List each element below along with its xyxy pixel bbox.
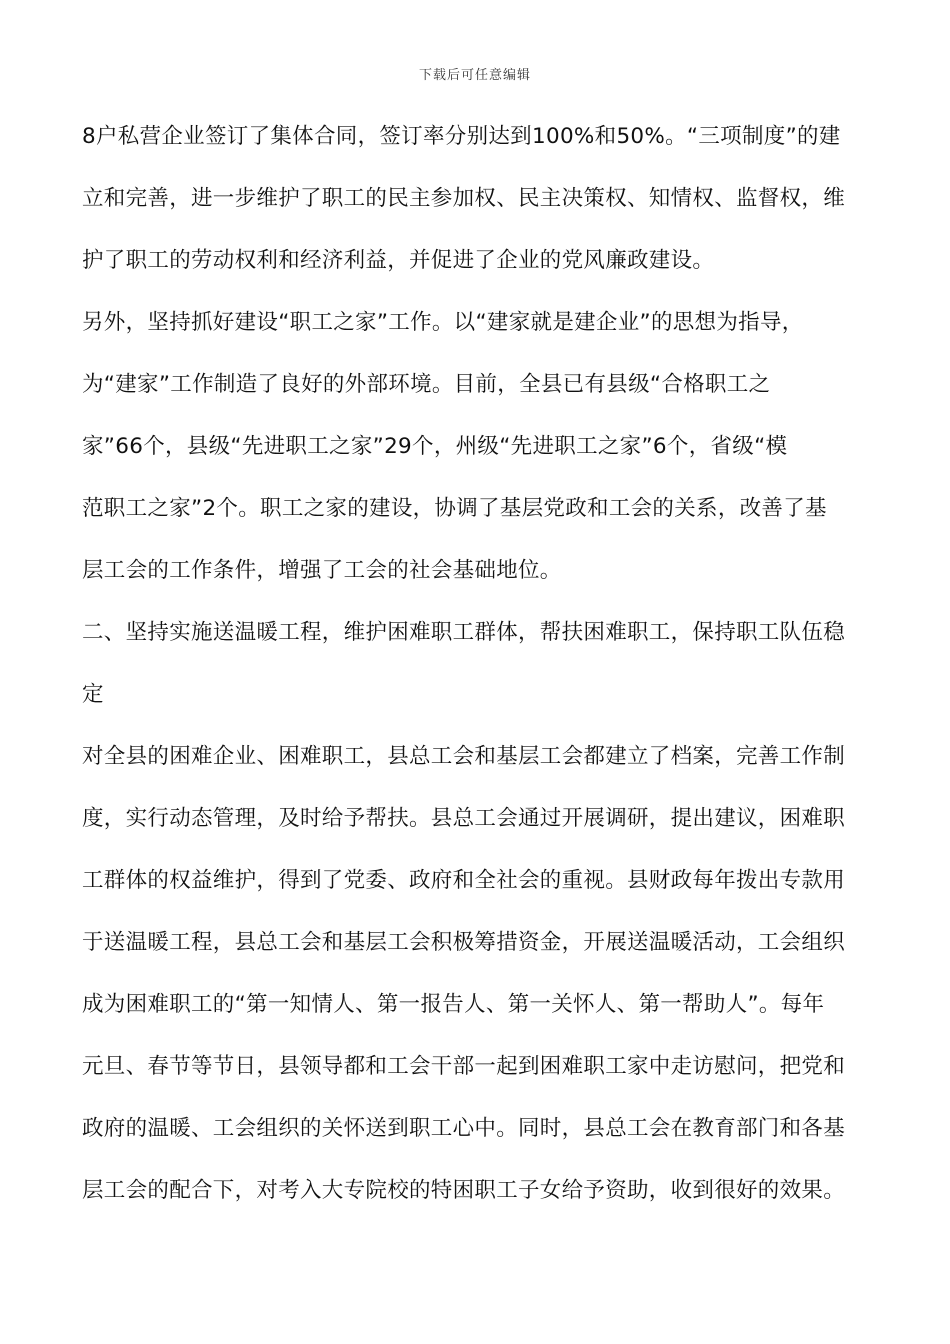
text-line: 度，实行动态管理，及时给予帮扶。县总工会通过开展调研，提出建议，困难职 (82, 806, 846, 831)
text-line: 8户私营企业签订了集体合同，签订率分别达到100%和50%。“三项制度”的建 (82, 124, 841, 149)
text-line: 工群体的权益维护，得到了党委、政府和全社会的重视。县财政每年拨出专款用 (82, 868, 846, 893)
text-line: 立和完善，进一步维护了职工的民主参加权、民主决策权、知情权、监督权，维 (82, 186, 846, 211)
text-line: 对全县的困难企业、困难职工，县总工会和基层工会都建立了档案，完善工作制 (82, 744, 846, 769)
text-line: 层工会的配合下，对考入大专院校的特困职工子女给予资助，收到很好的效果。 (82, 1178, 846, 1203)
text-line: 于送温暖工程，县总工会和基层工会积极筹措资金，开展送温暖活动，工会组织 (82, 930, 846, 955)
text-line: 层工会的工作条件，增强了工会的社会基础地位。 (82, 558, 562, 583)
text-line: 范职工之家”2个。职工之家的建设，协调了基层党政和工会的关系，改善了基 (82, 496, 827, 521)
page-header: 下载后可任意编辑 (418, 68, 531, 83)
text-line: 政府的温暖、工会组织的关怀送到职工心中。同时，县总工会在教育部门和各基 (82, 1116, 846, 1141)
section-heading-line: 二、坚持实施送温暖工程，维护困难职工群体，帮扶困难职工，保持职工队伍稳 (82, 620, 846, 645)
text-line: 另外，坚持抓好建设“职工之家”工作。以“建家就是建企业”的思想为指导， (82, 310, 804, 335)
text-line: 家”66个，县级“先进职工之家”29个，州级“先进职工之家”6个，省级“模 (82, 434, 788, 459)
text-line: 元旦、春节等节日，县领导都和工会干部一起到困难职工家中走访慰问，把党和 (82, 1054, 846, 1079)
section-heading-line: 定 (82, 682, 104, 707)
text-line: 为“建家”工作制造了良好的外部环境。目前，全县已有县级“合格职工之 (82, 372, 771, 397)
text-line: 成为困难职工的“第一知情人、第一报告人、第一关怀人、第一帮助人”。每年 (82, 992, 825, 1017)
text-line: 护了职工的劳动权利和经济利益，并促进了企业的党风廉政建设。 (82, 248, 715, 273)
body-text (82, 116, 872, 1232)
